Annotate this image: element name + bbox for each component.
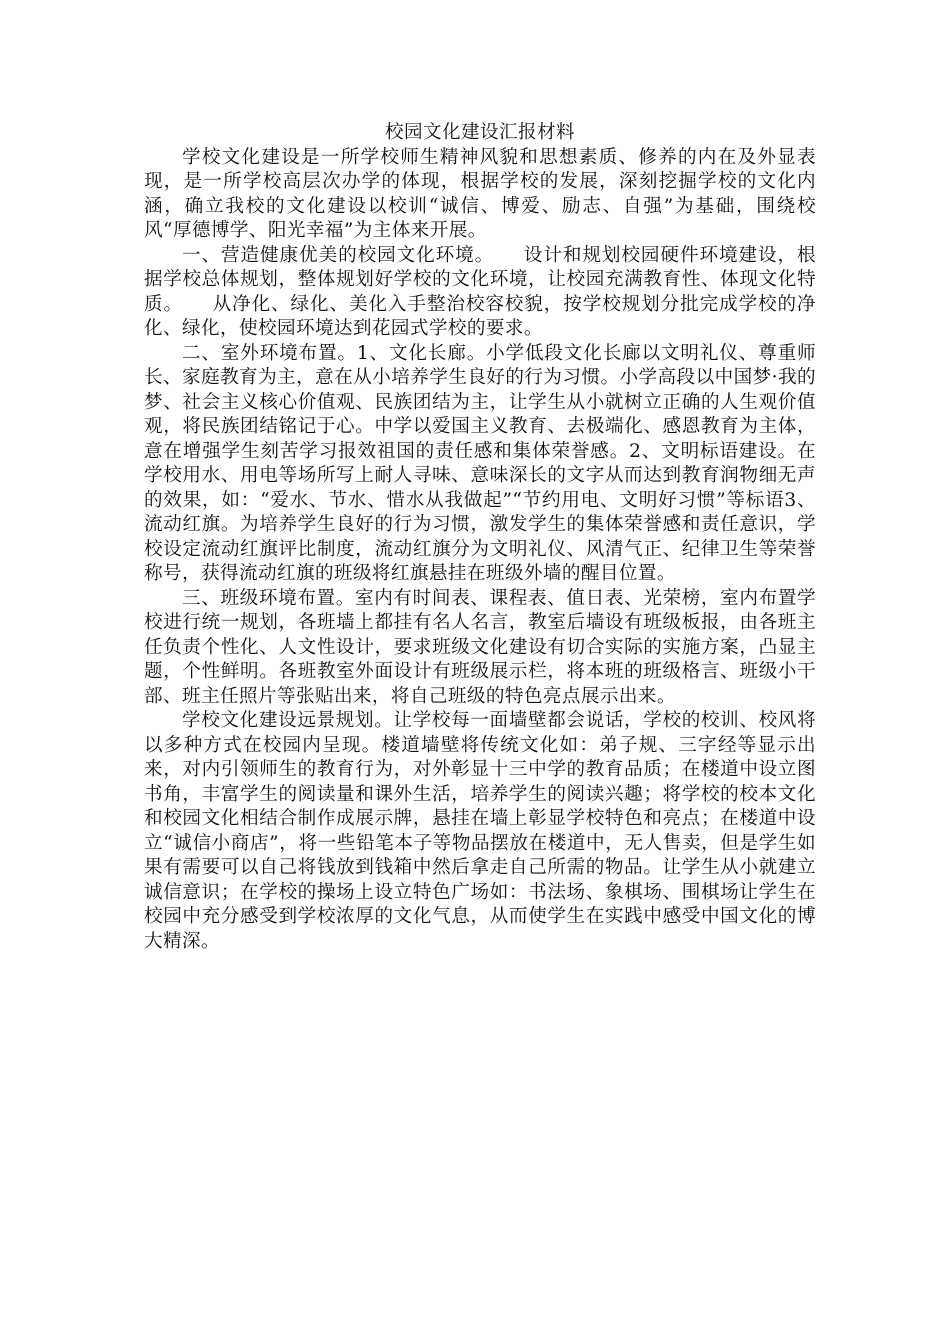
document-title: 校园文化建设汇报材料 [385,122,575,143]
paragraph-section-3: 三、班级环境布置。室内有时间表、课程表、值日表、光荣榜，室内布置学校进行统一规划，各班墙上都挂有名人名言，教室后墙设有班级板报，由各班主任负责个性化、人文性设计，要求班级文化建设有切合实际的实施方案，凸显主题，个性鲜明。各班教室外面设计有班级展示栏，将本班的班级格言、班级小干部、班主任照片等张贴出来，将自己班级的特色亮点展示出来。 [144,587,816,707]
paragraph-section-2: 二、室外环境布置。1、文化长廊。小学低段文化长廊以文明礼仪、尊重师长、家庭教育为主，意在从小培养学生良好的行为习惯。小学高段以中国梦·我的梦、社会主义核心价值观、民族团结为主，让学生从小就树立正确的人生观价值观，将民族团结铭记于心。中学以爱国主义教育、去极端化、感恩教育为主体，意在增强学生刻苦学习报效祖国的责任感和集体荣誉感。2、文明标语建设。在学校用水、用电等场所写上耐人寻味、意味深长的文字从而达到教育润物细无声的效果，如：“爱水、节水、惜水从我做起”“节约用电、文明好习惯”等标语3、流动红旗。为培养学生良好的行为习惯，激发学生的集体荣誉感和责任意识，学校设定流动红旗评比制度，流动红旗分为文明礼仪、风清气正、纪律卫生等荣誉称号，获得流动红旗的班级将红旗悬挂在班级外墙的醒目位置。 [144,342,816,584]
paragraph-vision: 学校文化建设远景规划。让学校每一面墙壁都会说话，学校的校训、校风将以多种方式在校园内呈现。楼道墙壁将传统文化如：弟子规、三字经等显示出来，对内引领师生的教育行为，对外彰显十三中学的教育品质；在楼道中设立图书角，丰富学生的阅读量和课外生活，培养学生的阅读兴趣；将学校的校本文化和校园文化相结合制作成展示牌，悬挂在墙上彰显学校特色和亮点；在楼道中设立“诚信小商店”，将一些铅笔本子等物品摆放在楼道中，无人售卖，但是学生如果有需要可以自己将钱放到钱箱中然后拿走自己所需的物品。让学生从小就建立诚信意识；在学校的操场上设立特色广场如：书法场、象棋场、围棋场让学生在校园中充分感受到学校浓厚的文化气息，从而使学生在实践中感受中国文化的博大精深。 [144,710,816,952]
document-body [144,121,816,954]
paragraph-section-1: 一、营造健康优美的校园文化环境。 设计和规划校园硬件环境建设，根据学校总体规划，整体规划好学校的文化环境，让校园充满教育性、体现文化特质。 从净化、绿化、美化入手整治校容校貌，按学校规划分批完成学校的净化、绿化，使校园环境达到花园式学校的要求。 [144,244,816,339]
paragraph-intro: 学校文化建设是一所学校师生精神风貌和思想素质、修养的内在及外显表现，是一所学校高层次办学的体现，根据学校的发展，深刻挖掘学校的文化内涵，确立我校的文化建设以校训“诚信、博爱、励志、自强”为基础，围绕校风“厚德博学、阳光幸福”为主体来开展。 [144,146,816,241]
